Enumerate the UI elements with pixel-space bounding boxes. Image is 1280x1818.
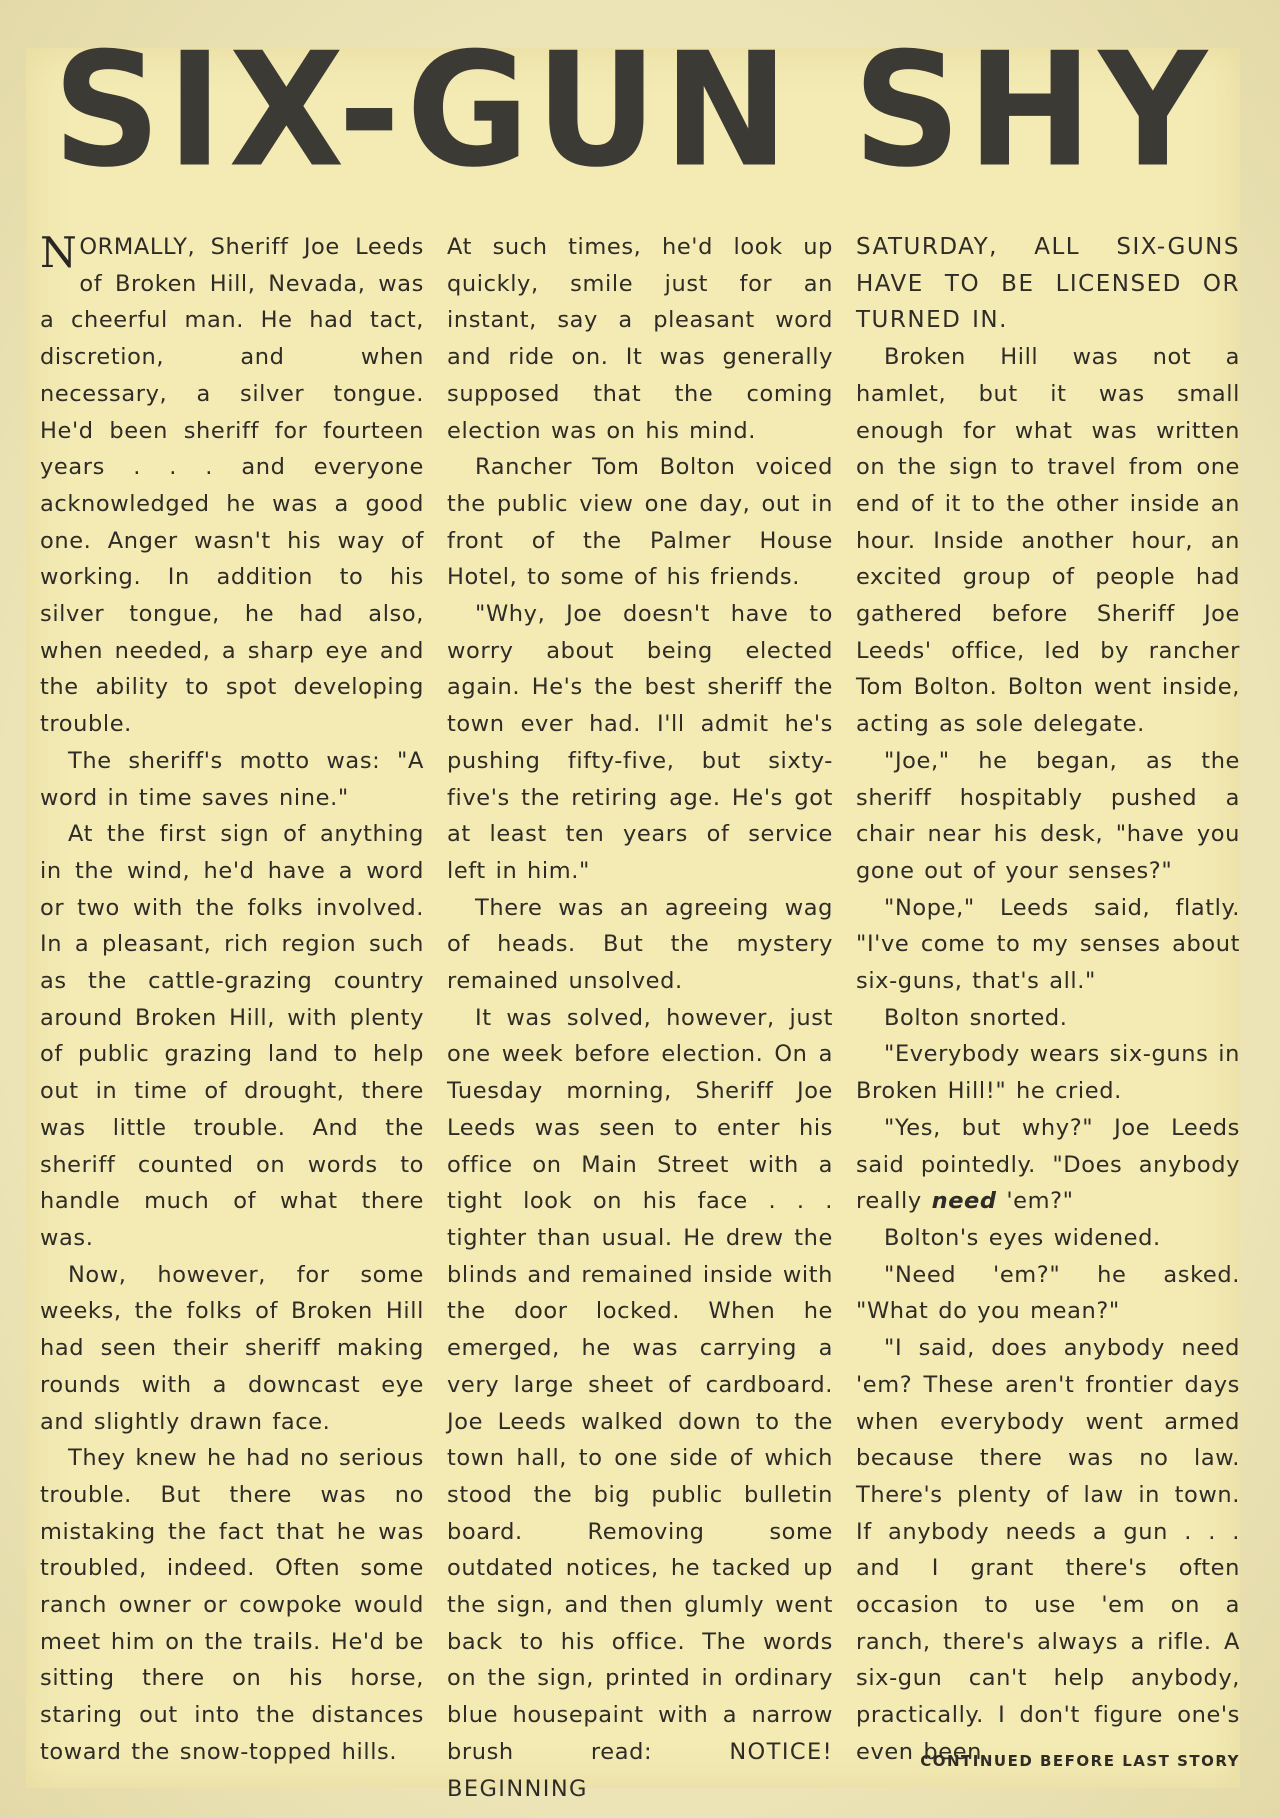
paragraph-text: ORMALLY, Sheriff Joe Leeds of Broken Hill, Nevada, was a cheerful man. He had tact, discretion, and when necessary, a silver tongue. He'd been sheriff for fourteen years . . . and everyone acknowledged he was a good one. Anger wasn't his way of working. In addition to his silver tongue, he had also, when needed, a sharp eye and the ability to spot developing trouble. — [40, 234, 424, 738]
paragraph-text: It was solved, however, just one week before election. On a Tuesday morning, Sheriff Joe Leeds was seen to enter his office on Main Street with a tight look on his face . . . tighter than usual. He drew the blinds and remained inside with the door locked. When he emerged, he was carrying a very large sheet of cardboard. Joe Leeds walked down to the town hall, to one side of which stood the big public bulletin board. Removing some outdated notices, he tacked up the sign, and then glumly went back to his office. The words on the sign, printed in ordinary blue housepaint with a narrow brush read: — [447, 1004, 833, 1765]
paragraph: "Why, Joe doesn't have to worry about being elected again. He's the best sheriff the town ever had. I'll admit he's pushing fifty-five, but sixty-five's the retiring age. He's got at least ten years of service left in him." — [447, 601, 833, 884]
text-column-3 — [856, 229, 1240, 1771]
paragraph: "Nope," Leeds said, flatly. "I've come to my senses about six-guns, that's all." — [856, 894, 1240, 995]
story-title: SIX-GUN SHY — [52, 19, 1214, 203]
paragraph-text: 'em?" — [1006, 1188, 1074, 1215]
paragraph: There was an agreeing wag of heads. But the mystery remained unsolved. — [447, 894, 833, 995]
emphasis-text: need — [931, 1188, 997, 1215]
paragraph: Bolton's eyes widened. — [884, 1224, 1161, 1251]
text-column-1 — [40, 229, 424, 1771]
paragraph: At such times, he'd look up quickly, smile just for an instant, say a pleasant word and ride on. It was generally supposed that the coming election was on his mind. — [447, 234, 833, 444]
paragraph: "Joe," he began, as the sheriff hospitably pushed a chair near his desk, "have you gone out of your senses?" — [856, 747, 1240, 884]
paragraph: "Need 'em?" he asked. "What do you mean?" — [856, 1261, 1240, 1325]
paragraph: The sheriff's motto was: "A word in time saves nine." — [40, 747, 424, 811]
paragraph: "I said, does anybody need 'em? These aren't frontier days when everybody went armed because there was no law. There's plenty of law in town. If anybody needs a gun . . . and I grant there's often occasion to use 'em on a ranch, there's always a rifle. A six-gun can't help anybody, practically. I don't figure one's even been — [856, 1335, 1240, 1765]
paragraph: They knew he had no serious trouble. But there was no mistaking the fact that he was troubled, indeed. Often some ranch owner or cowpoke would meet him on the trails. He'd be sitting there on his horse, staring out into the distances toward the snow-topped hills. — [40, 1445, 424, 1765]
paragraph: "Everybody wears six-guns in Broken Hill!" he cried. — [856, 1041, 1240, 1105]
text-column-2 — [447, 229, 833, 1807]
paragraph-text: "Yes, but why?" Joe Leeds said pointedly. "Does anybody really — [856, 1114, 1240, 1215]
paragraph: Rancher Tom Bolton voiced the public view one day, out in front of the Palmer House Hotel, to some of his friends. — [447, 454, 833, 591]
paragraph: At the first sign of anything in the wind, he'd have a word or two with the folks involved. In a pleasant, rich region such as the cattle-grazing country around Broken Hill, with plenty of public grazing land to help out in time of drought, there was little trouble. And the sheriff counted on words to handle much of what there was. — [40, 821, 424, 1251]
paragraph: Now, however, for some weeks, the folks of Broken Hill had seen their sheriff making rounds with a downcast eye and slightly drawn face. — [40, 1261, 424, 1435]
notice-continuation: SATURDAY, ALL SIX-GUNS HAVE TO BE LICENSED OR TURNED IN. — [856, 234, 1240, 334]
notice-text: NOTICE! BEGINNING — [447, 1738, 833, 1802]
drop-cap: N — [40, 228, 78, 277]
continued-note: CONTINUED BEFORE LAST STORY — [920, 1752, 1240, 1770]
paragraph: Broken Hill was not a hamlet, but it was small enough for what was written on the sign to travel from one end of it to the other inside an hour. Inside another hour, an excited group of people had gathered before Sheriff Joe Leeds' office, led by rancher Tom Bolton. Bolton went inside, acting as sole delegate. — [856, 344, 1240, 738]
paragraph: Bolton snorted. — [884, 1004, 1068, 1031]
paragraph — [40, 229, 424, 743]
paragraph — [447, 1000, 833, 1807]
paragraph — [856, 1110, 1240, 1220]
